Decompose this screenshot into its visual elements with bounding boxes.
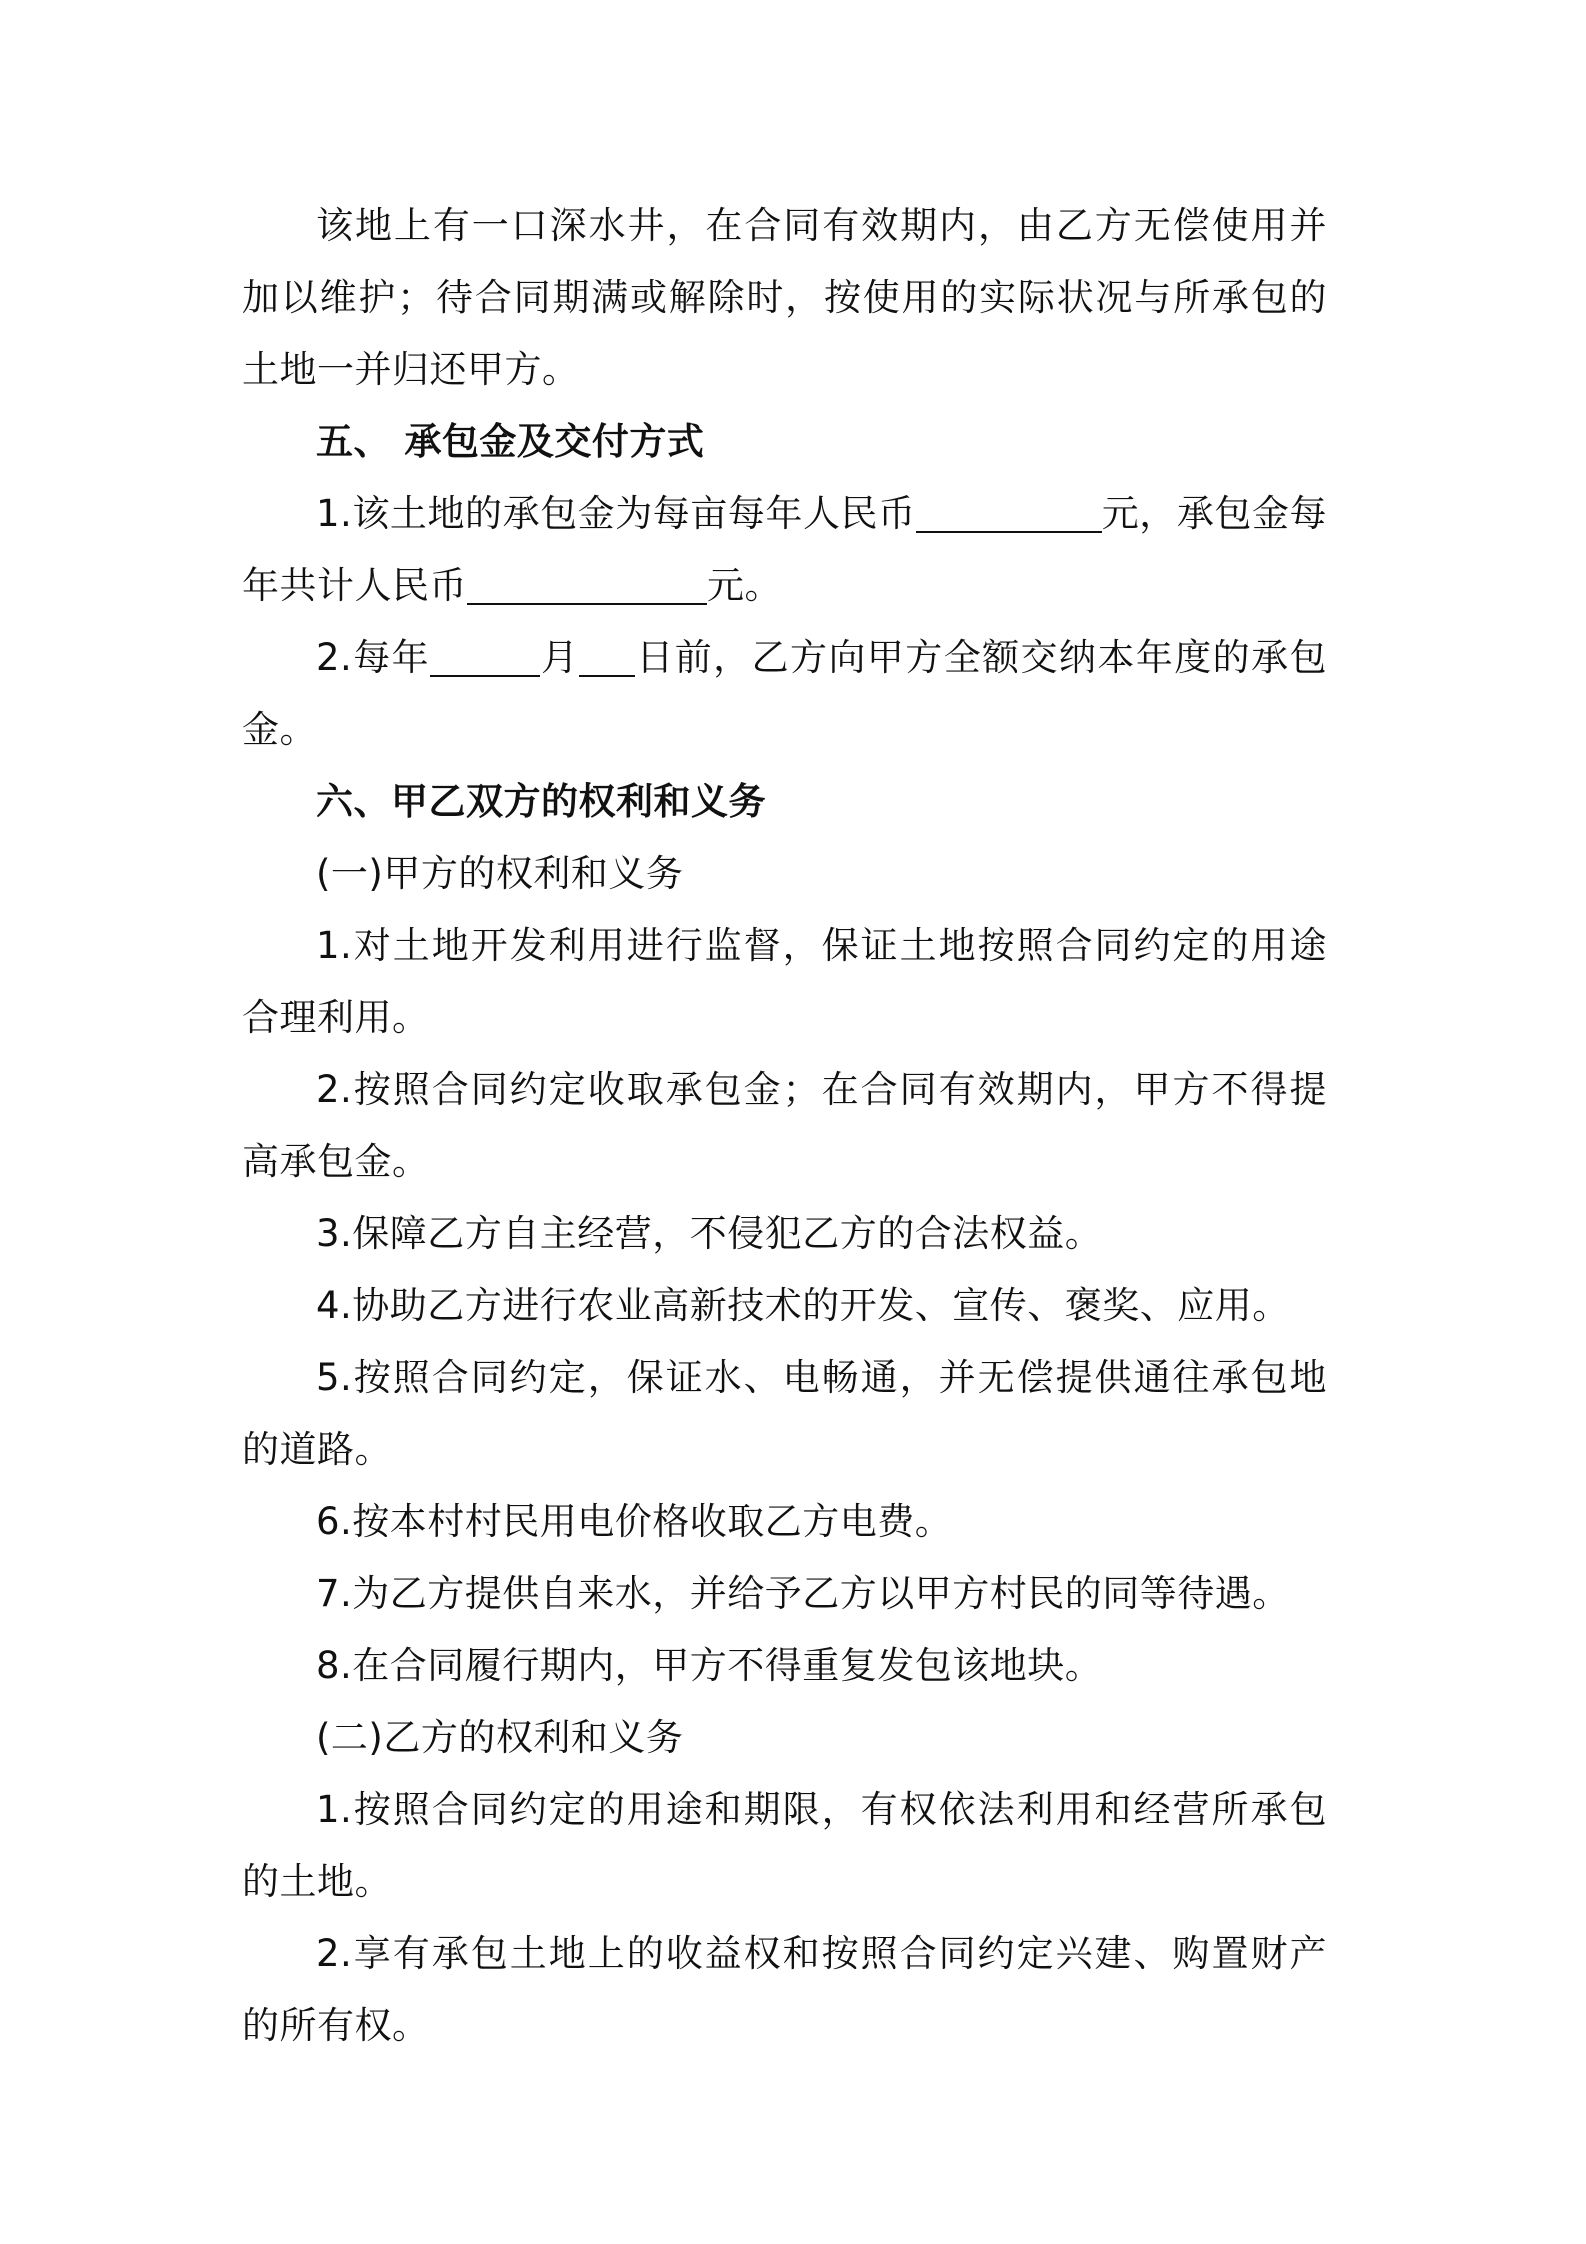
text-fragment: 月 — [540, 636, 580, 679]
document-body — [242, 190, 1327, 2062]
fill-blank-day[interactable] — [579, 636, 635, 677]
fill-blank-month[interactable] — [430, 636, 540, 677]
fill-blank-price-per-mu[interactable] — [916, 492, 1102, 533]
party-a-item-7: 7.为乙方提供自来水，并给予乙方以甲方村民的同等待遇。 — [316, 1572, 1290, 1615]
section-5-item-1 — [242, 478, 1327, 622]
party-a-item-4: 4.协助乙方进行农业高新技术的开发、宣传、褒奖、应用。 — [316, 1284, 1290, 1327]
party-b-item-1: 1.按照合同约定的用途和期限，有权依法利用和经营所承包的土地。 — [242, 1788, 1327, 1903]
section-6-title: 六、甲乙双方的权利和义务 — [316, 780, 766, 823]
section-5-item-2 — [242, 622, 1327, 766]
party-a-item-5: 5.按照合同约定，保证水、电畅通，并无偿提供通往承包地的道路。 — [242, 1356, 1327, 1471]
party-a-item-2: 2.按照合同约定收取承包金；在合同有效期内，甲方不得提高承包金。 — [242, 1068, 1327, 1183]
party-a-item-6: 6.按本村村民用电价格收取乙方电费。 — [316, 1500, 953, 1543]
party-a-item-3: 3.保障乙方自主经营，不侵犯乙方的合法权益。 — [316, 1212, 1103, 1255]
party-a-heading: (一)甲方的权利和义务 — [316, 852, 684, 895]
party-a-item-8: 8.在合同履行期内，甲方不得重复发包该地块。 — [316, 1644, 1103, 1687]
text-fragment: 元。 — [707, 564, 782, 607]
text-fragment: 日前，乙方向甲方全额交纳本年度的承包金。 — [242, 636, 1328, 751]
paragraph-water-well: 该地上有一口深水井，在合同有效期内，由乙方无偿使用并加以维护；待合同期满或解除时，按使用的实际状况与所承包的土地一并归还甲方。 — [242, 204, 1327, 391]
fill-blank-annual-total[interactable] — [467, 564, 707, 605]
text-fragment: 2.每年 — [316, 636, 431, 679]
party-b-item-2: 2.享有承包土地上的收益权和按照合同约定兴建、购置财产的所有权。 — [242, 1932, 1327, 2047]
text-fragment: 元，承包金每年共计人民币 — [242, 492, 1327, 607]
section-5-title: 五、 承包金及交付方式 — [316, 420, 705, 463]
party-b-heading: (二)乙方的权利和义务 — [316, 1716, 684, 1759]
party-a-item-1: 1.对土地开发利用进行监督，保证土地按照合同约定的用途合理利用。 — [242, 924, 1327, 1039]
text-fragment: 1.该土地的承包金为每亩每年人民币 — [316, 492, 916, 535]
